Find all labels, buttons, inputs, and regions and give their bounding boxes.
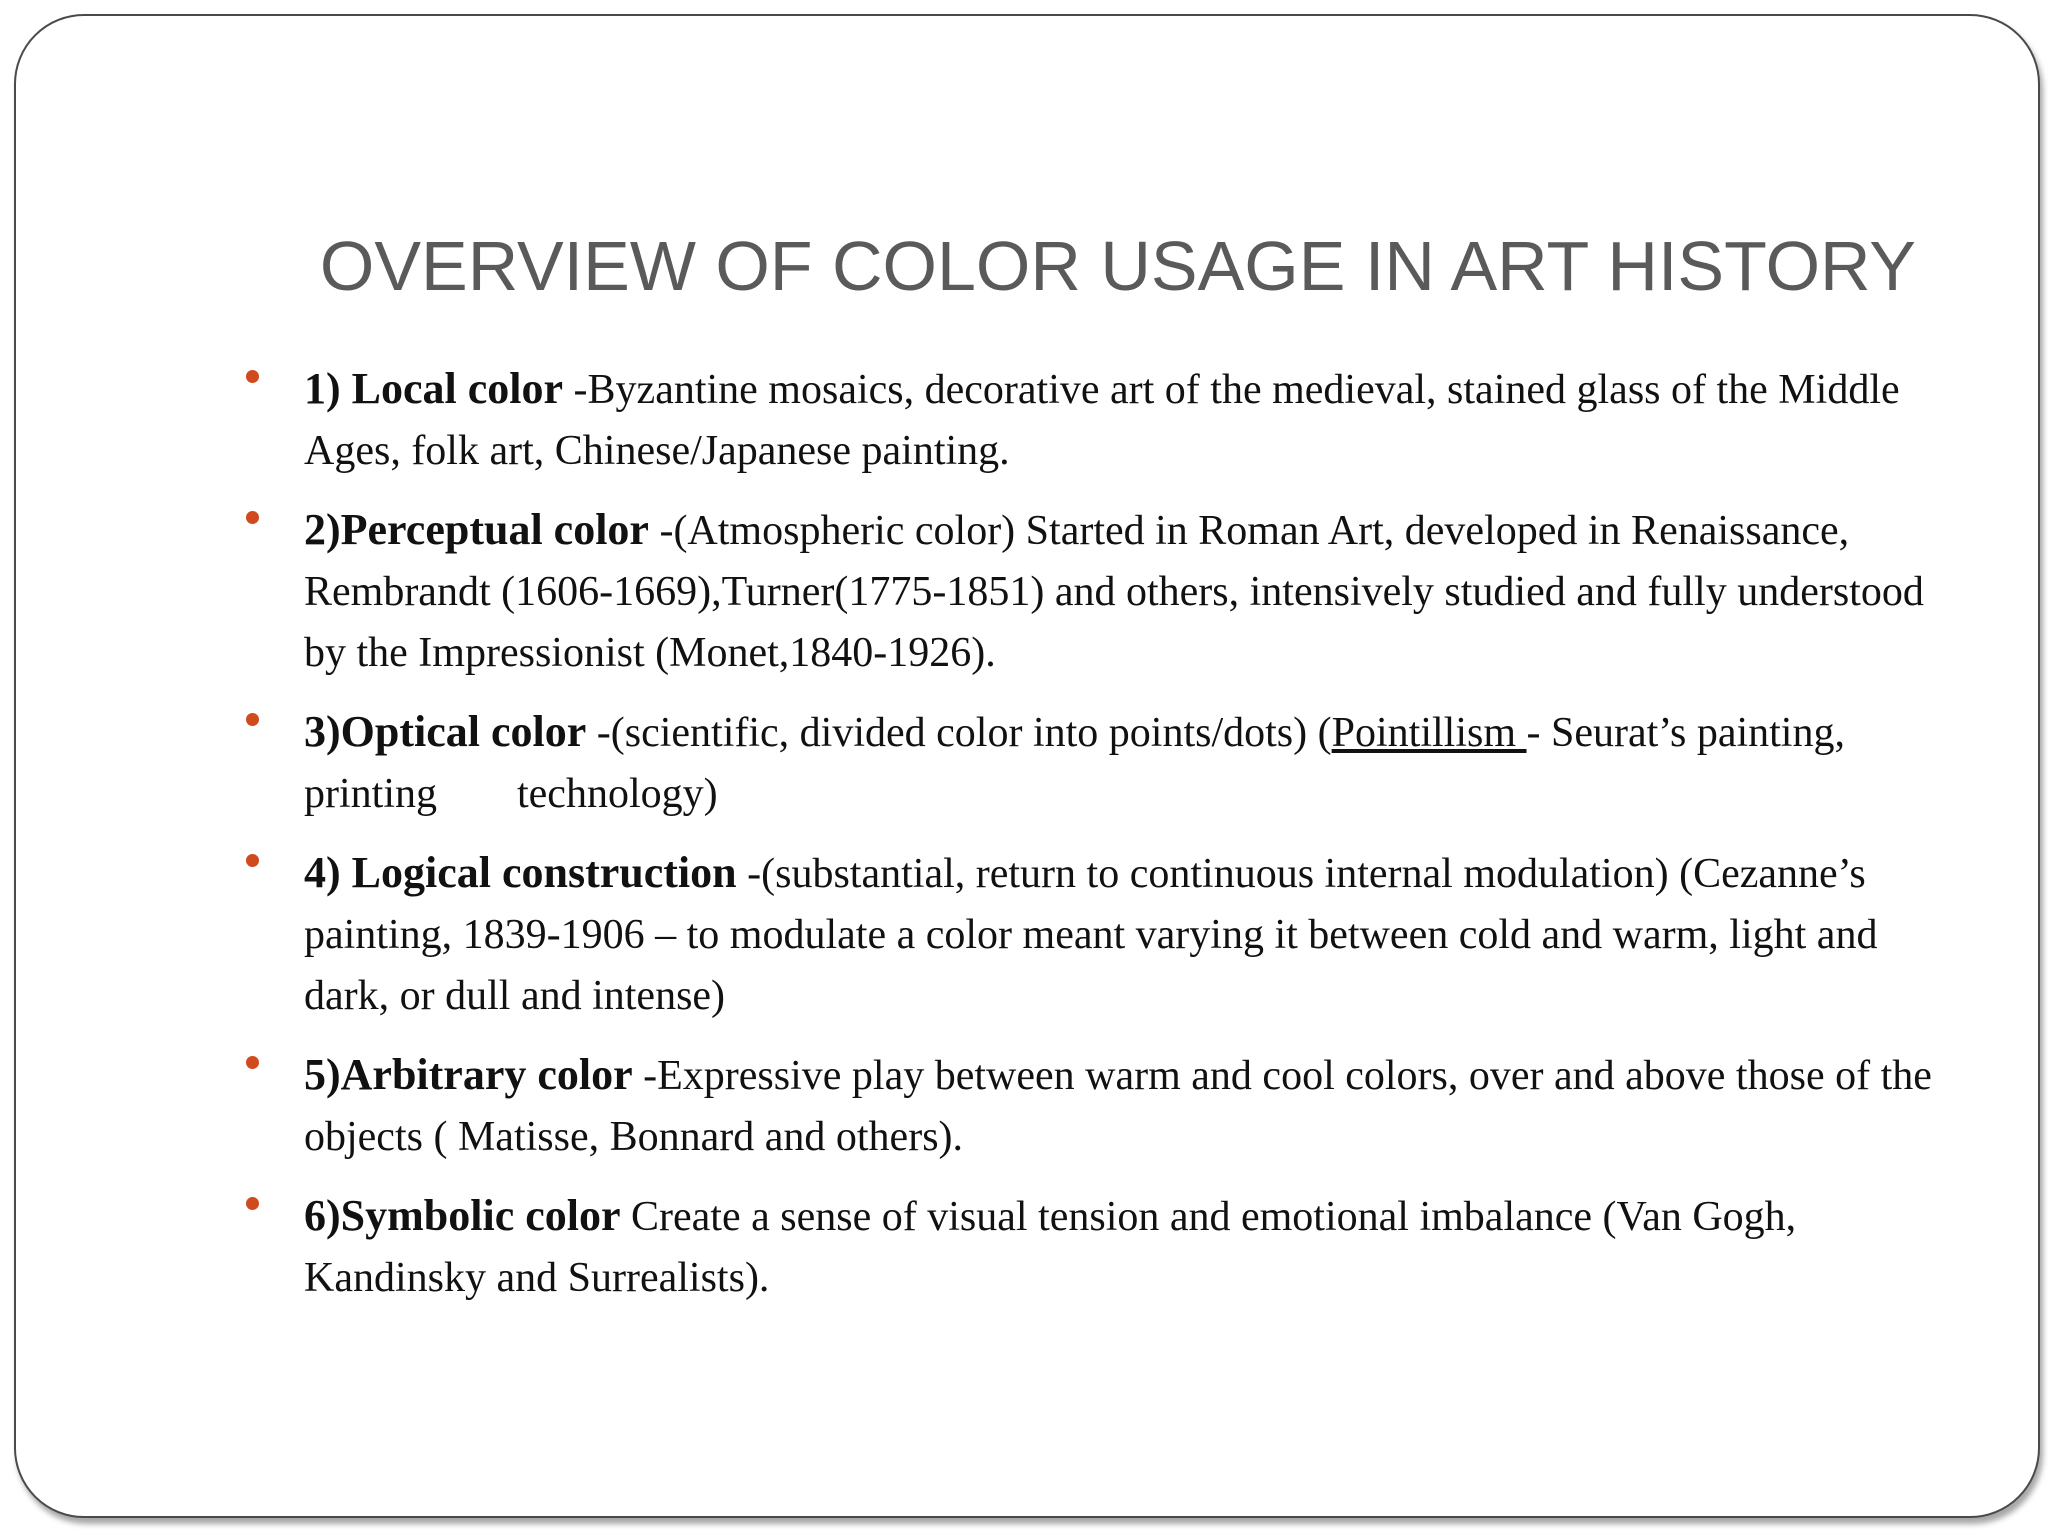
slide-frame	[14, 14, 2040, 1518]
list-item-symbolic-color	[234, 1185, 1934, 1309]
bullet-dot-icon	[246, 854, 259, 867]
bullet-list	[234, 358, 1934, 1326]
list-item-perceptual-color	[234, 499, 1934, 684]
bullet-dot-icon	[246, 713, 259, 726]
bullet-lead: 2)Perceptual color	[304, 505, 649, 554]
bullet-text: Create a sense of visual tension and emotional imbalance (Van Gogh, Kandinsky and Surrealists).	[304, 1194, 1797, 1301]
bullet-lead: 3)Optical color	[304, 707, 587, 756]
bullet-lead: 6)Symbolic color	[304, 1191, 621, 1240]
bullet-text: -(substantial, return to continuous internal modulation) (Cezanne’s painting, 1839-1906 – to modulate a color meant varying it between cold and warm, light and dark, or dull and intense)	[304, 851, 1878, 1019]
bullet-dot-icon	[246, 1056, 259, 1069]
bullet-lead: 1) Local color	[304, 364, 564, 413]
bullet-dot-icon	[246, 511, 259, 524]
bullet-lead: 5)Arbitrary color	[304, 1050, 633, 1099]
bullet-lead: 4) Logical construction	[304, 848, 737, 897]
bullet-text: -Byzantine mosaics, decorative art of the medieval, stained glass of the Middle Ages, folk art, Chinese/Japanese painting.	[304, 367, 1900, 474]
bullet-dot-icon	[246, 1197, 259, 1210]
pointillism-link[interactable]: Pointillism	[1331, 710, 1527, 756]
bullet-text: -(Atmospheric color) Started in Roman Art, developed in Renaissance, Rembrandt (1606-1669),Turner(1775-1851) and others, intensively studied and fully understood by the Impressionist (Monet,1840-1926).	[304, 508, 1924, 676]
bullet-dot-icon	[246, 370, 259, 383]
list-item-arbitrary-color	[234, 1044, 1934, 1168]
bullet-text: - Seurat’s painting, printing	[304, 710, 1845, 817]
bullet-text: technology)	[517, 771, 718, 817]
bullet-text: -(scientific, divided color into points/dots) (	[586, 710, 1332, 756]
list-item-optical-color	[234, 701, 1934, 825]
list-item-local-color	[234, 358, 1934, 482]
slide-title: OVERVIEW OF COLOR USAGE IN ART HISTORY	[319, 227, 1916, 305]
bullet-text: -Expressive play between warm and cool colors, over and above those of the objects ( Matisse, Bonnard and others).	[304, 1053, 1932, 1160]
list-item-logical-construction	[234, 842, 1934, 1027]
